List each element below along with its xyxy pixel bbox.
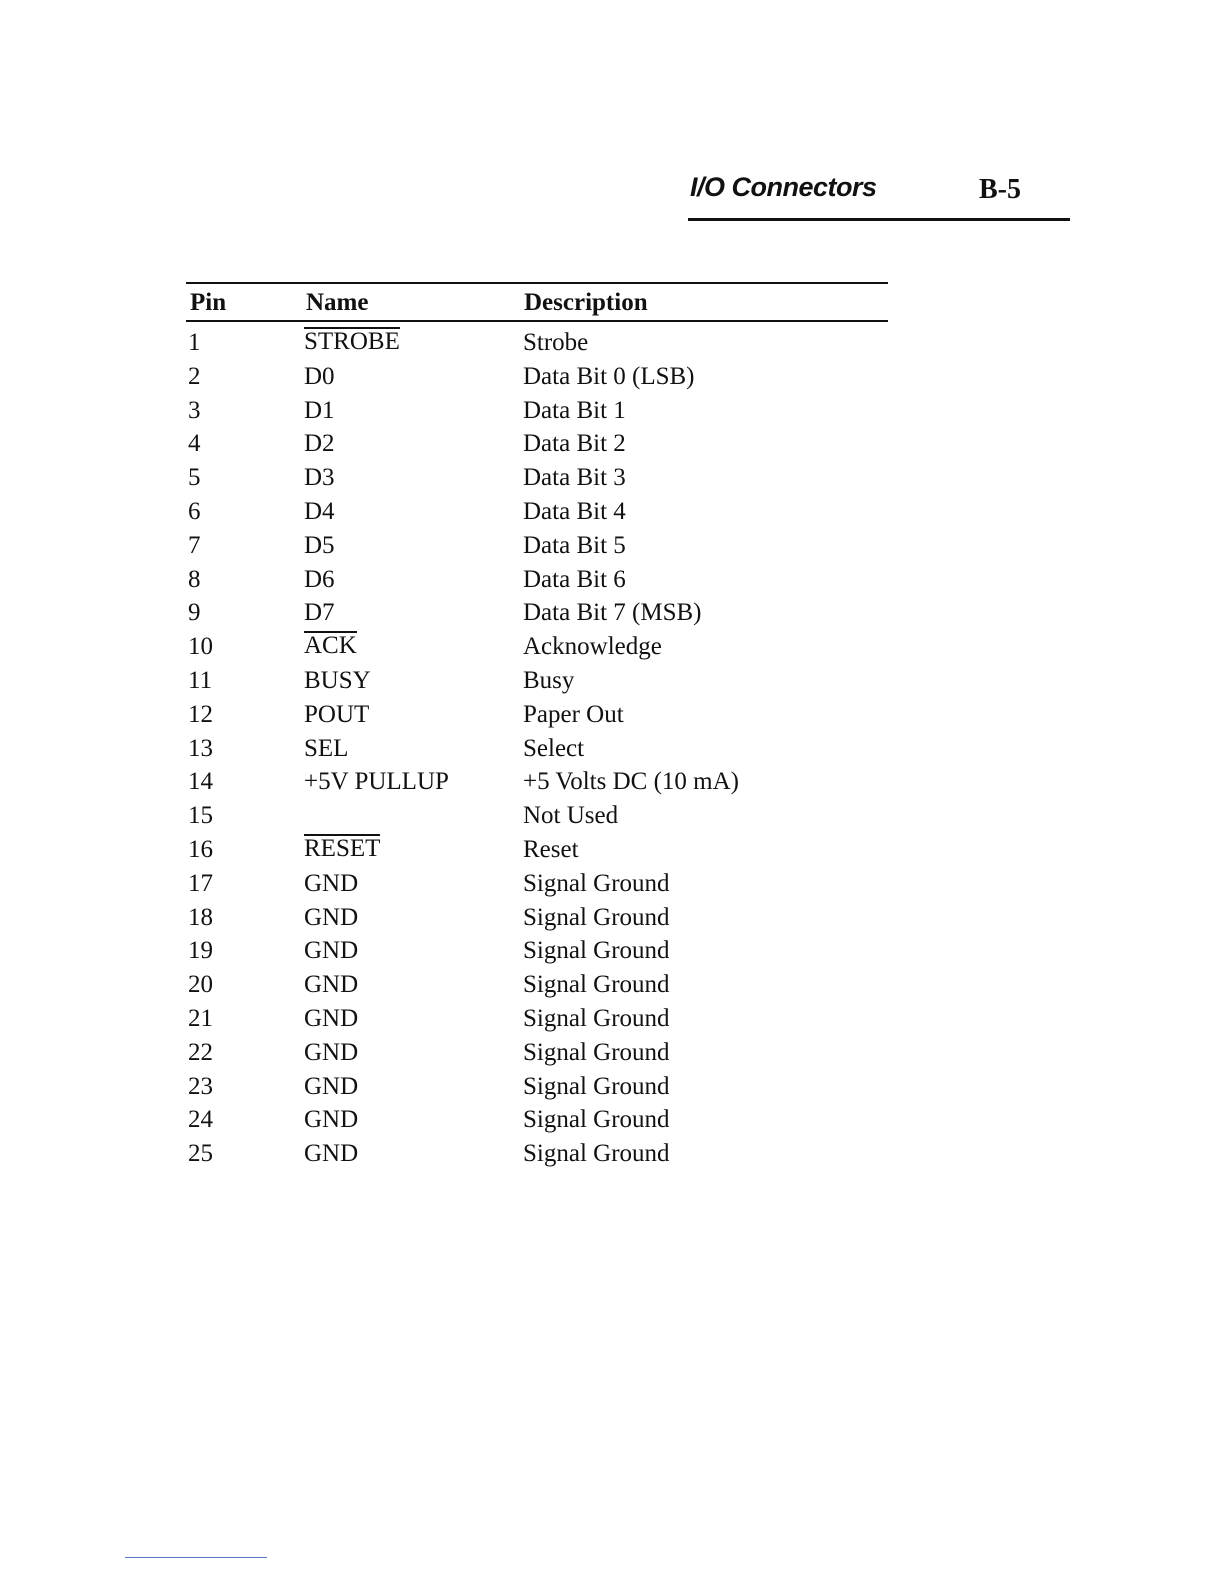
signal-description: Signal Ground	[523, 903, 670, 931]
signal-description: Data Bit 7 (MSB)	[523, 599, 702, 627]
pin-number: 15	[188, 802, 213, 830]
signal-name: RESET	[304, 834, 381, 862]
signal-name: POUT	[304, 700, 370, 728]
table-row	[186, 423, 888, 457]
signal-name: D7	[304, 599, 335, 627]
table-row	[186, 998, 888, 1032]
table-row	[186, 1032, 888, 1066]
pin-number: 18	[188, 903, 213, 931]
section-title: I/O Connectors	[690, 172, 877, 202]
footer-rule	[125, 1557, 267, 1558]
pin-number: 10	[188, 633, 213, 661]
signal-name: GND	[304, 869, 359, 897]
signal-description: +5 Volts DC (10 mA)	[523, 768, 739, 796]
signal-description: Data Bit 5	[523, 531, 626, 559]
signal-description: Busy	[523, 666, 575, 694]
signal-description: Signal Ground	[523, 1004, 670, 1032]
table-row	[186, 728, 888, 762]
pin-number: 19	[188, 937, 213, 965]
table-row	[186, 761, 888, 795]
pin-number: 20	[188, 971, 213, 999]
signal-name: D4	[304, 497, 335, 525]
running-head	[688, 170, 1072, 222]
table-row	[186, 390, 888, 424]
table-row	[186, 829, 888, 863]
table-row	[186, 795, 888, 829]
table-row	[186, 863, 888, 897]
table-row	[186, 626, 888, 660]
table-row	[186, 525, 888, 559]
signal-name: GND	[304, 1004, 359, 1032]
signal-description: Data Bit 2	[523, 430, 626, 458]
pin-number: 7	[188, 531, 201, 559]
pin-table	[186, 282, 888, 1167]
table-row	[186, 457, 888, 491]
signal-name: GND	[304, 1038, 359, 1066]
pin-number: 4	[188, 430, 201, 458]
pin-number: 3	[188, 396, 201, 424]
table-row	[186, 592, 888, 626]
signal-description: Signal Ground	[523, 1038, 670, 1066]
signal-name: GND	[304, 1140, 359, 1168]
pin-number: 16	[188, 835, 213, 863]
signal-name: GND	[304, 971, 359, 999]
header-rule	[688, 218, 1070, 221]
signal-name: SEL	[304, 734, 349, 762]
table-body	[186, 322, 888, 1167]
pin-number: 17	[188, 869, 213, 897]
signal-name: GND	[304, 937, 359, 965]
signal-name: D5	[304, 531, 335, 559]
signal-description: Signal Ground	[523, 869, 670, 897]
table-row	[186, 356, 888, 390]
signal-description: Acknowledge	[523, 633, 662, 661]
signal-description: Signal Ground	[523, 1140, 670, 1168]
signal-description: Strobe	[523, 329, 589, 356]
table-row	[186, 559, 888, 593]
table-row	[186, 694, 888, 728]
pin-number: 22	[188, 1038, 213, 1066]
pin-number: 2	[188, 362, 201, 390]
signal-description: Signal Ground	[523, 1106, 670, 1134]
pin-number: 13	[188, 734, 213, 762]
pin-number: 8	[188, 565, 201, 593]
signal-description: Data Bit 1	[523, 396, 626, 424]
signal-description: Data Bit 0 (LSB)	[523, 362, 695, 390]
signal-description: Not Used	[523, 802, 619, 830]
pin-number: 25	[188, 1140, 213, 1168]
signal-description: Data Bit 3	[523, 464, 626, 492]
signal-name: BUSY	[304, 666, 371, 694]
signal-description: Data Bit 6	[523, 565, 626, 593]
table-row	[186, 1066, 888, 1100]
table-header-row	[186, 284, 888, 322]
signal-description: Signal Ground	[523, 971, 670, 999]
signal-name: +5V PULLUP	[304, 768, 449, 796]
table-row	[186, 1099, 888, 1133]
signal-name: GND	[304, 1072, 359, 1100]
signal-name: GND	[304, 903, 359, 931]
pin-number: 23	[188, 1072, 213, 1100]
table-row	[186, 1133, 888, 1167]
column-header-pin: Pin	[190, 289, 227, 316]
page-number: B-5	[979, 174, 1021, 205]
pin-number: 14	[188, 768, 213, 796]
table-row	[186, 491, 888, 525]
table-row	[186, 964, 888, 998]
table-row	[186, 322, 888, 356]
signal-description: Signal Ground	[523, 1072, 670, 1100]
pin-number: 21	[188, 1004, 213, 1032]
column-header-name: Name	[306, 289, 369, 316]
pin-number: 11	[188, 666, 213, 694]
signal-description: Paper Out	[523, 700, 624, 728]
signal-name: ACK	[304, 632, 357, 660]
signal-name: D0	[304, 362, 335, 390]
signal-name: D3	[304, 464, 335, 492]
pin-number: 5	[188, 464, 201, 492]
signal-name: D1	[304, 396, 335, 424]
column-header-description: Description	[524, 289, 648, 316]
pin-number: 6	[188, 497, 201, 525]
table-row	[186, 897, 888, 931]
pin-number: 9	[188, 599, 201, 627]
signal-description: Select	[523, 734, 585, 762]
signal-name: GND	[304, 1106, 359, 1134]
signal-description: Data Bit 4	[523, 497, 626, 525]
table-row	[186, 930, 888, 964]
signal-name: D2	[304, 430, 335, 458]
signal-description: Signal Ground	[523, 937, 670, 965]
pin-number: 1	[188, 329, 201, 356]
signal-name: STROBE	[304, 328, 400, 355]
signal-description: Reset	[523, 835, 579, 863]
signal-name: D6	[304, 565, 335, 593]
pin-number: 24	[188, 1106, 213, 1134]
pin-number: 12	[188, 700, 213, 728]
table-row	[186, 660, 888, 694]
